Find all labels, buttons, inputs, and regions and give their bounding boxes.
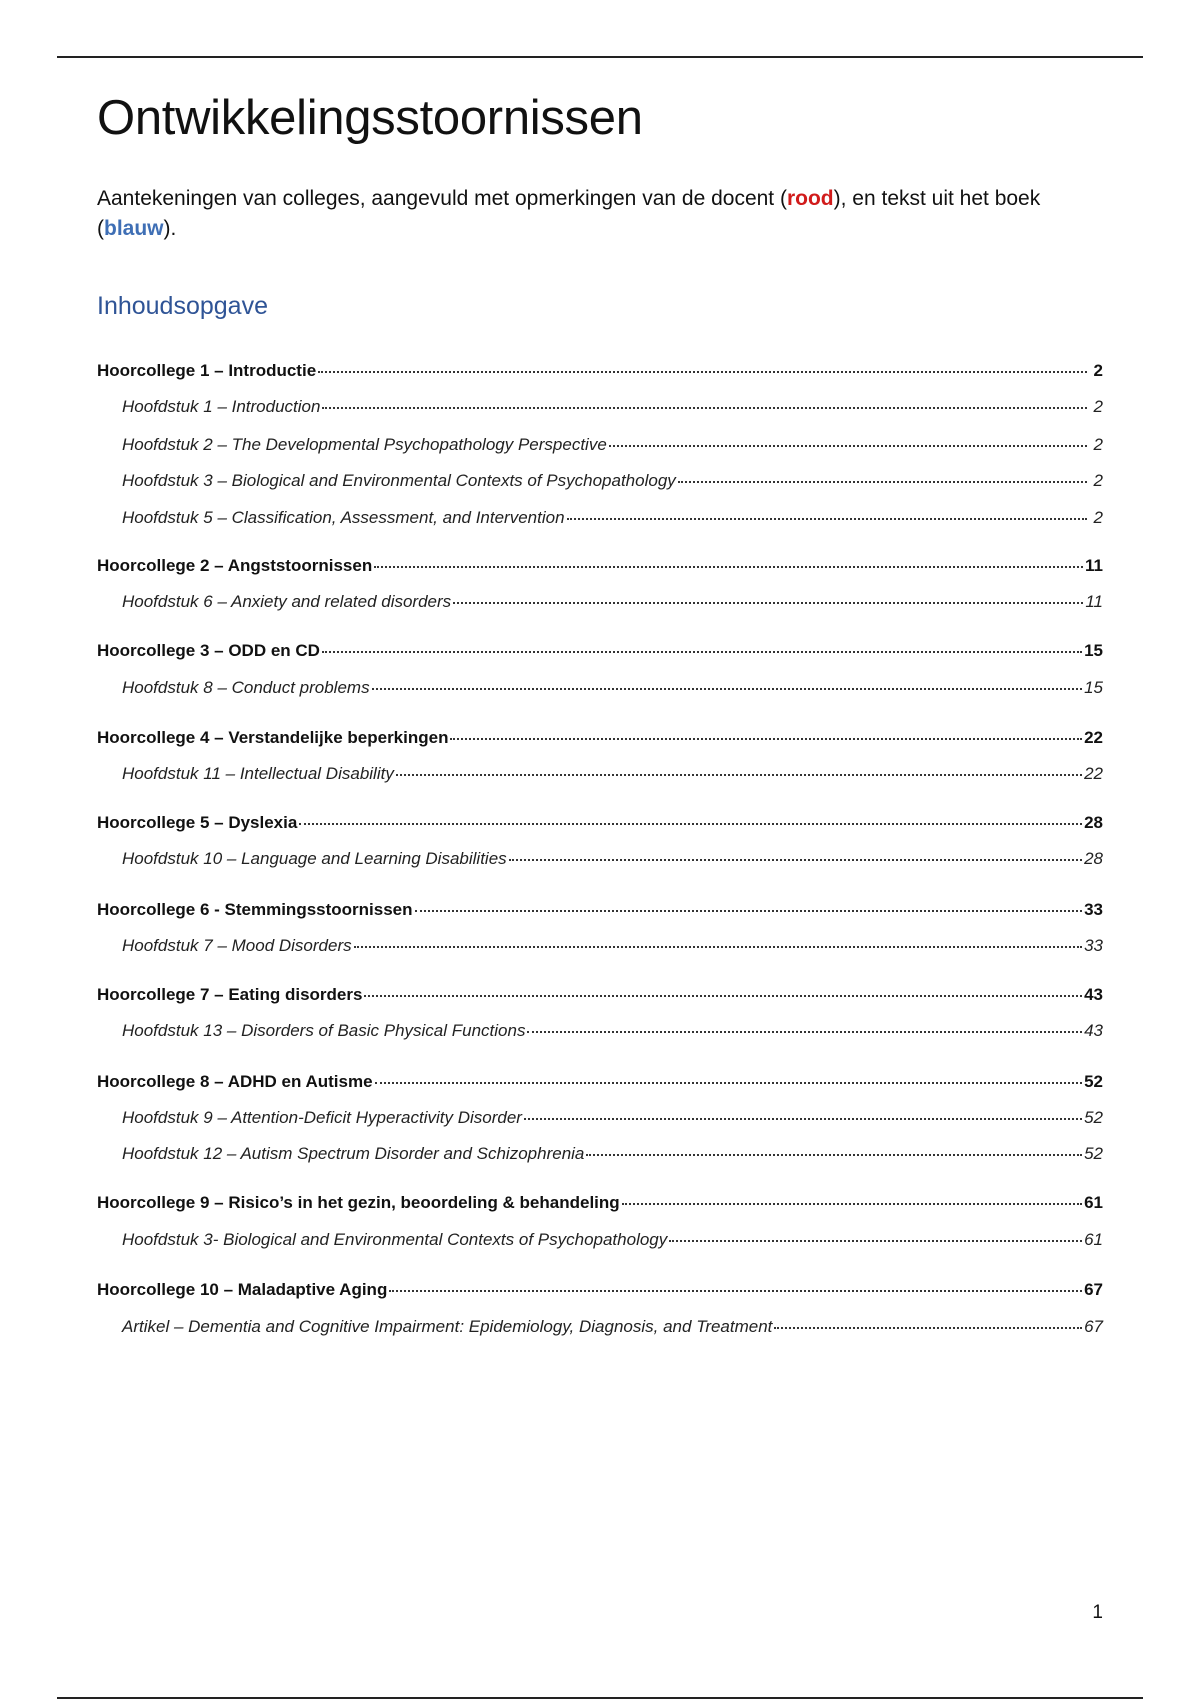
toc-entry-page: 11 — [1085, 592, 1103, 611]
toc-leader-dots — [774, 1312, 1082, 1332]
toc-entry-label: Hoorcollege 10 – Maladaptive Aging — [97, 1280, 388, 1299]
toc-leader-dots — [375, 1067, 1083, 1087]
toc-entry-label: Artikel – Dementia and Cognitive Impairment: Epidemiology, Diagnosis, and Treatment — [122, 1317, 773, 1336]
toc-entry-chapter[interactable] — [97, 1016, 1103, 1041]
toc-entry-lecture[interactable] — [97, 551, 1103, 576]
toc-entry-label: Hoorcollege 4 – Verstandelijke beperkingen — [97, 728, 449, 747]
toc-entry-lecture[interactable] — [97, 895, 1103, 920]
toc-entry-label: Hoorcollege 3 – ODD en CD — [97, 641, 320, 660]
toc-entry-label: Hoofdstuk 7 – Mood Disorders — [122, 936, 352, 955]
toc-entry-label: Hoorcollege 2 – Angststoornissen — [97, 556, 373, 575]
toc-leader-dots — [678, 466, 1087, 486]
toc-entry-page: 52 — [1084, 1108, 1103, 1127]
intro-paragraph — [97, 184, 1107, 244]
toc-entry-page: 2 — [1093, 397, 1103, 416]
toc-entry-label: Hoofdstuk 3- Biological and Environmental Contexts of Psychopathology — [122, 1230, 668, 1249]
toc-entry-chapter[interactable] — [97, 392, 1103, 417]
toc-leader-dots — [396, 759, 1082, 779]
intro-red-keyword: rood — [786, 187, 834, 210]
toc-entry-label: Hoofdstuk 5 – Classification, Assessment, and Intervention — [122, 508, 565, 527]
toc-entry-page: 43 — [1084, 985, 1103, 1004]
toc-entry-label: Hoofdstuk 13 – Disorders of Basic Physical Functions — [122, 1021, 526, 1040]
toc-entry-chapter[interactable] — [97, 587, 1103, 612]
toc-entry-chapter[interactable] — [97, 430, 1103, 455]
toc-leader-dots — [567, 503, 1087, 523]
toc-leader-dots — [372, 673, 1082, 693]
toc-entry-chapter[interactable] — [97, 759, 1103, 784]
intro-text-3: ). — [163, 217, 177, 240]
toc-entry-chapter[interactable] — [97, 673, 1103, 698]
toc-entry-lecture[interactable] — [97, 723, 1103, 748]
toc-leader-dots — [527, 1016, 1082, 1036]
toc-leader-dots — [322, 636, 1082, 656]
toc-entry-label: Hoofdstuk 8 – Conduct problems — [122, 678, 370, 697]
toc-entry-lecture[interactable] — [97, 636, 1103, 661]
toc-entry-page: 61 — [1084, 1193, 1103, 1212]
toc-entry-page: 2 — [1093, 508, 1103, 527]
toc-entry-label: Hoorcollege 1 – Introductie — [97, 361, 317, 380]
document-title: Ontwikkelingsstoornissen — [97, 91, 643, 145]
toc-entry-lecture[interactable] — [97, 356, 1103, 381]
toc-entry-chapter[interactable] — [97, 1312, 1103, 1337]
toc-leader-dots — [509, 844, 1082, 864]
toc-leader-dots — [299, 808, 1082, 828]
toc-entry-label: Hoorcollege 9 – Risico’s in het gezin, beoordeling & behandeling — [97, 1193, 620, 1212]
toc-entry-page: 33 — [1084, 936, 1103, 955]
toc-leader-dots — [669, 1225, 1082, 1245]
toc-entry-page: 52 — [1084, 1144, 1103, 1163]
toc-leader-dots — [622, 1188, 1082, 1208]
toc-entry-page: 33 — [1084, 900, 1103, 919]
top-rule — [57, 56, 1143, 58]
toc-entry-chapter[interactable] — [97, 1103, 1103, 1128]
toc-leader-dots — [609, 430, 1087, 450]
toc-entry-page: 2 — [1093, 435, 1103, 454]
toc-entry-lecture[interactable] — [97, 808, 1103, 833]
toc-leader-dots — [524, 1103, 1082, 1123]
toc-leader-dots — [364, 980, 1082, 1000]
toc-entry-label: Hoofdstuk 10 – Language and Learning Disabilities — [122, 849, 507, 868]
toc-entry-page: 28 — [1084, 849, 1103, 868]
bottom-rule — [57, 1697, 1143, 1699]
toc-entry-page: 2 — [1093, 361, 1103, 380]
toc-entry-lecture[interactable] — [97, 1067, 1103, 1092]
toc-entry-lecture[interactable] — [97, 980, 1103, 1005]
toc-entry-lecture[interactable] — [97, 1188, 1103, 1213]
intro-blue-keyword: blauw — [104, 217, 164, 240]
toc-entry-chapter[interactable] — [97, 931, 1103, 956]
toc-entry-chapter[interactable] — [97, 466, 1103, 491]
toc-entry-page: 2 — [1093, 471, 1103, 490]
toc-entry-page: 43 — [1084, 1021, 1103, 1040]
toc-entry-page: 11 — [1085, 556, 1103, 575]
toc-entry-page: 15 — [1084, 678, 1103, 697]
toc-entry-label: Hoofdstuk 1 – Introduction — [122, 397, 321, 416]
intro-text-2: ), en tekst uit het boek ( — [97, 187, 1041, 240]
toc-entry-label: Hoofdstuk 11 – Intellectual Disability — [122, 764, 394, 783]
toc-entry-label: Hoorcollege 6 - Stemmingsstoornissen — [97, 900, 413, 919]
toc-entry-chapter[interactable] — [97, 1225, 1103, 1250]
toc-leader-dots — [354, 931, 1082, 951]
page-number: 1 — [1092, 1602, 1103, 1623]
toc-entry-chapter[interactable] — [97, 844, 1103, 869]
toc-entry-page: 67 — [1084, 1317, 1103, 1336]
toc-entry-chapter[interactable] — [97, 1139, 1103, 1164]
toc-entry-page: 61 — [1084, 1230, 1103, 1249]
toc-leader-dots — [586, 1139, 1082, 1159]
toc-leader-dots — [453, 587, 1083, 607]
toc-entry-label: Hoofdstuk 2 – The Developmental Psychopathology Perspective — [122, 435, 607, 454]
toc-entry-chapter[interactable] — [97, 503, 1103, 528]
toc-leader-dots — [415, 895, 1083, 915]
toc-entry-page: 22 — [1084, 728, 1103, 747]
toc-entry-label: Hoorcollege 8 – ADHD en Autisme — [97, 1072, 373, 1091]
toc-entry-label: Hoofdstuk 9 – Attention-Deficit Hyperactivity Disorder — [122, 1108, 522, 1127]
toc-entry-label: Hoorcollege 7 – Eating disorders — [97, 985, 363, 1004]
toc-entry-page: 52 — [1084, 1072, 1103, 1091]
toc-entry-page: 15 — [1084, 641, 1103, 660]
toc-entry-label: Hoofdstuk 12 – Autism Spectrum Disorder and Schizophrenia — [122, 1144, 585, 1163]
intro-text-1: Aantekeningen van colleges, aangevuld met opmerkingen van de docent ( — [97, 187, 787, 210]
toc-entry-page: 28 — [1084, 813, 1103, 832]
toc-entry-label: Hoofdstuk 6 – Anxiety and related disorders — [122, 592, 452, 611]
toc-entry-label: Hoorcollege 5 – Dyslexia — [97, 813, 298, 832]
toc-entry-page: 67 — [1084, 1280, 1103, 1299]
toc-heading: Inhoudsopgave — [97, 292, 268, 320]
toc-leader-dots — [389, 1275, 1082, 1295]
toc-entry-label: Hoofdstuk 3 – Biological and Environmental Contexts of Psychopathology — [122, 471, 676, 490]
toc-leader-dots — [318, 356, 1087, 376]
toc-entry-page: 22 — [1084, 764, 1103, 783]
toc-leader-dots — [322, 392, 1087, 412]
toc-entry-lecture[interactable] — [97, 1275, 1103, 1300]
toc-leader-dots — [374, 551, 1083, 571]
toc-leader-dots — [450, 723, 1082, 743]
